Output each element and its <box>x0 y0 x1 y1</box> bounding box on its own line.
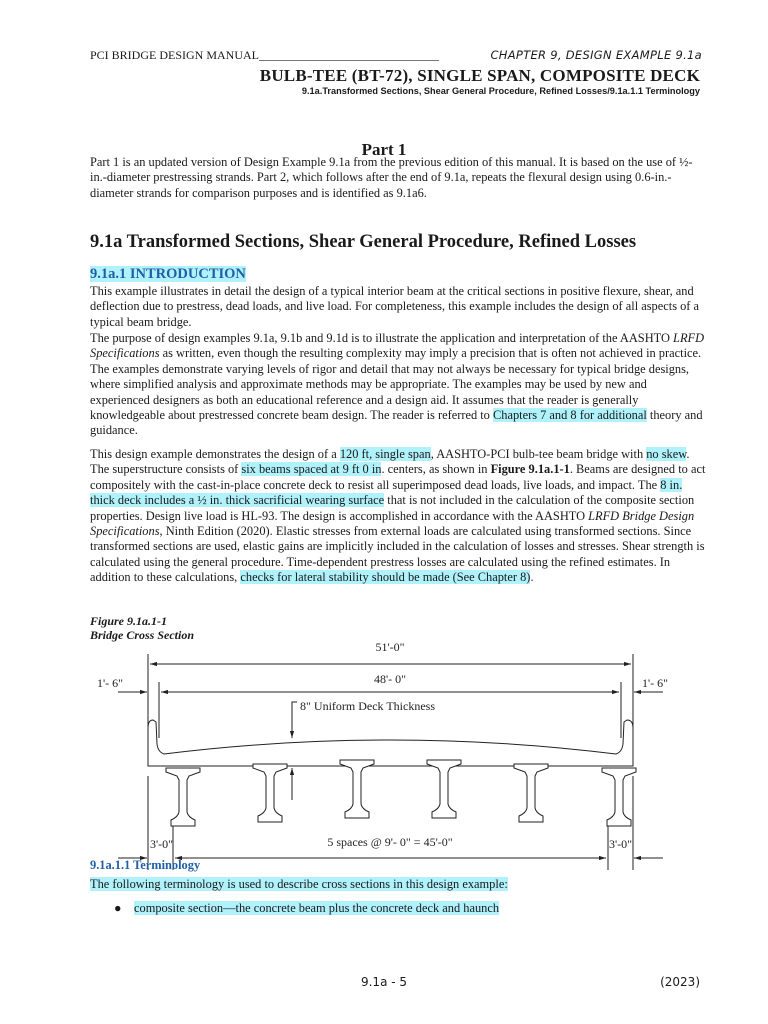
chapter-label: CHAPTER 9, DESIGN EXAMPLE 9.1a <box>490 48 702 62</box>
highlighted-text: Chapters 7 and 8 for additional <box>492 408 647 423</box>
text-run: . The superstructure consists of <box>90 447 690 477</box>
section-title: 9.1a Transformed Sections, Shear General Procedure, Refined Losses <box>90 232 637 252</box>
terminology-intro-text: The following terminology is used to describe cross sections in this design example: <box>90 877 508 891</box>
roadway-width-label: 48'- 0" <box>373 672 407 686</box>
deck-thickness-label: 8" Uniform Deck Thickness <box>300 699 435 713</box>
manual-name: PCI BRIDGE DESIGN MANUAL______________________________ <box>90 48 440 62</box>
text-run: This design example demonstrates the design of a <box>90 447 340 461</box>
figure-caption: Bridge Cross Section <box>90 628 195 642</box>
text-run: LRFD Bridge Design Specifications <box>90 508 695 539</box>
bullet-text: composite section—the concrete beam plus the concrete deck and haunch <box>134 901 500 915</box>
deck-slab <box>148 720 633 766</box>
spacing-label: 5 spaces @ 9'- 0" = 45'-0" <box>327 835 453 849</box>
text-run: . Beams are designed to act compositely with the cast-in-place concrete deck to resist all superimposed dead loads, live loads, and impact. The <box>90 462 706 492</box>
bulb-tee-girder <box>340 760 374 818</box>
right-overhang-label: 3'-0" <box>609 837 633 851</box>
left-overhang-label: 3'-0" <box>150 837 174 851</box>
text-run: LRFD Specifications <box>90 331 705 361</box>
highlighted-text: 8 in. thick deck includes a ½ in. thick sacrificial wearing surface <box>90 477 683 508</box>
breadcrumb: 9.1a.Transformed Sections, Shear General Procedure, Refined Losses/9.1a.1.1 Terminology <box>301 86 700 96</box>
overall-width-label: 51'-0" <box>375 640 405 654</box>
footer-year: (2023) <box>660 975 700 989</box>
figure-number: Figure 9.1a.1-1 <box>90 614 168 628</box>
terminology-intro <box>90 877 706 892</box>
part-title: Part 1 <box>361 140 407 159</box>
page-number: 9.1a - 5 <box>360 975 408 989</box>
text-run: as written, even though the resulting complexity may imply a precision that is often not achieved in practice. The examples demonstrate varying levels of rigor and detail that may not always be necessary for typical bridge designs, where simplified analysis and approximate methods may be appropriate. The examples may be used by new and experienced designers as both an educational reference and a design aid. It assumes that the reader is generally knowledgeable about prestressed concrete beam design. The reader is referred to <box>90 346 702 423</box>
bulb-tee-girder <box>253 764 287 822</box>
highlighted-text: six beams spaced at 9 ft 0 in <box>241 462 382 477</box>
highlighted-text: 120 ft, single span <box>339 447 431 461</box>
highlighted-text: no skew <box>646 447 687 461</box>
right-barrier-label: 1'- 6" <box>642 676 669 690</box>
intro-heading-text: 9.1a.1 INTRODUCTION <box>90 266 246 282</box>
left-barrier-label: 1'- 6" <box>97 676 124 690</box>
bulb-tee-girder <box>602 768 636 826</box>
text-run: that is not included in the calculation of the composite section properties. Design live load is HL-93. The design is accomplished in accordance with the AASHTO <box>90 493 695 523</box>
terminology-heading: 9.1a.1.1 Terminology <box>90 858 201 872</box>
text-run: theory and guidance. <box>90 408 703 438</box>
text-run: Figure 9.1a.1-1 <box>490 462 570 477</box>
bullet-item <box>114 901 730 916</box>
bullet-icon: ● <box>114 901 122 915</box>
bulb-tee-girder <box>166 768 200 826</box>
bulb-tee-girder <box>427 760 461 818</box>
text-run: . <box>530 570 534 585</box>
text-run: , Ninth Edition (2020). Elastic stresses from external loads are calculated using transformed sections. Since transformed sections are used, elastic gains are implicitly included in the calculation of losses and stresses. Shear strength is calculated using the general procedure. Time-dependent prestress losses are calculated using the refined estimates. In addition to these calculations, <box>90 524 705 585</box>
text-run: , AASHTO-PCI bulb-tee beam bridge with <box>430 447 647 461</box>
highlighted-text: checks for lateral stability should be made (See Chapter 8) <box>240 570 531 585</box>
bulb-tee-girder <box>514 764 548 822</box>
document-title: BULB-TEE (BT-72), SINGLE SPAN, COMPOSITE DECK <box>259 66 700 85</box>
text-run: Part 1 is an updated version of Design Example 9.1a from the previous edition of this manual. It is based on the use of ½-in.-diameter prestressing strands. Part 2, which follows after the end of 9.1a, repeats the flexural design using 0.6-in.-diameter strands for comparison purposes and is identified as 9.1a6. <box>90 155 693 200</box>
text-run: The purpose of design examples 9.1a, 9.1b and 9.1d is to illustrate the application and interpretation of the AASHTO <box>90 331 674 345</box>
text-run: This example illustrates in detail the design of a typical interior beam at the critical sections in positive flexure, shear, and deflection due to prestress, dead loads, and live load. For completeness, this example includes the design of all aspects of a typical beam bridge. <box>90 284 700 329</box>
text-run: . centers, as shown in <box>381 462 491 477</box>
